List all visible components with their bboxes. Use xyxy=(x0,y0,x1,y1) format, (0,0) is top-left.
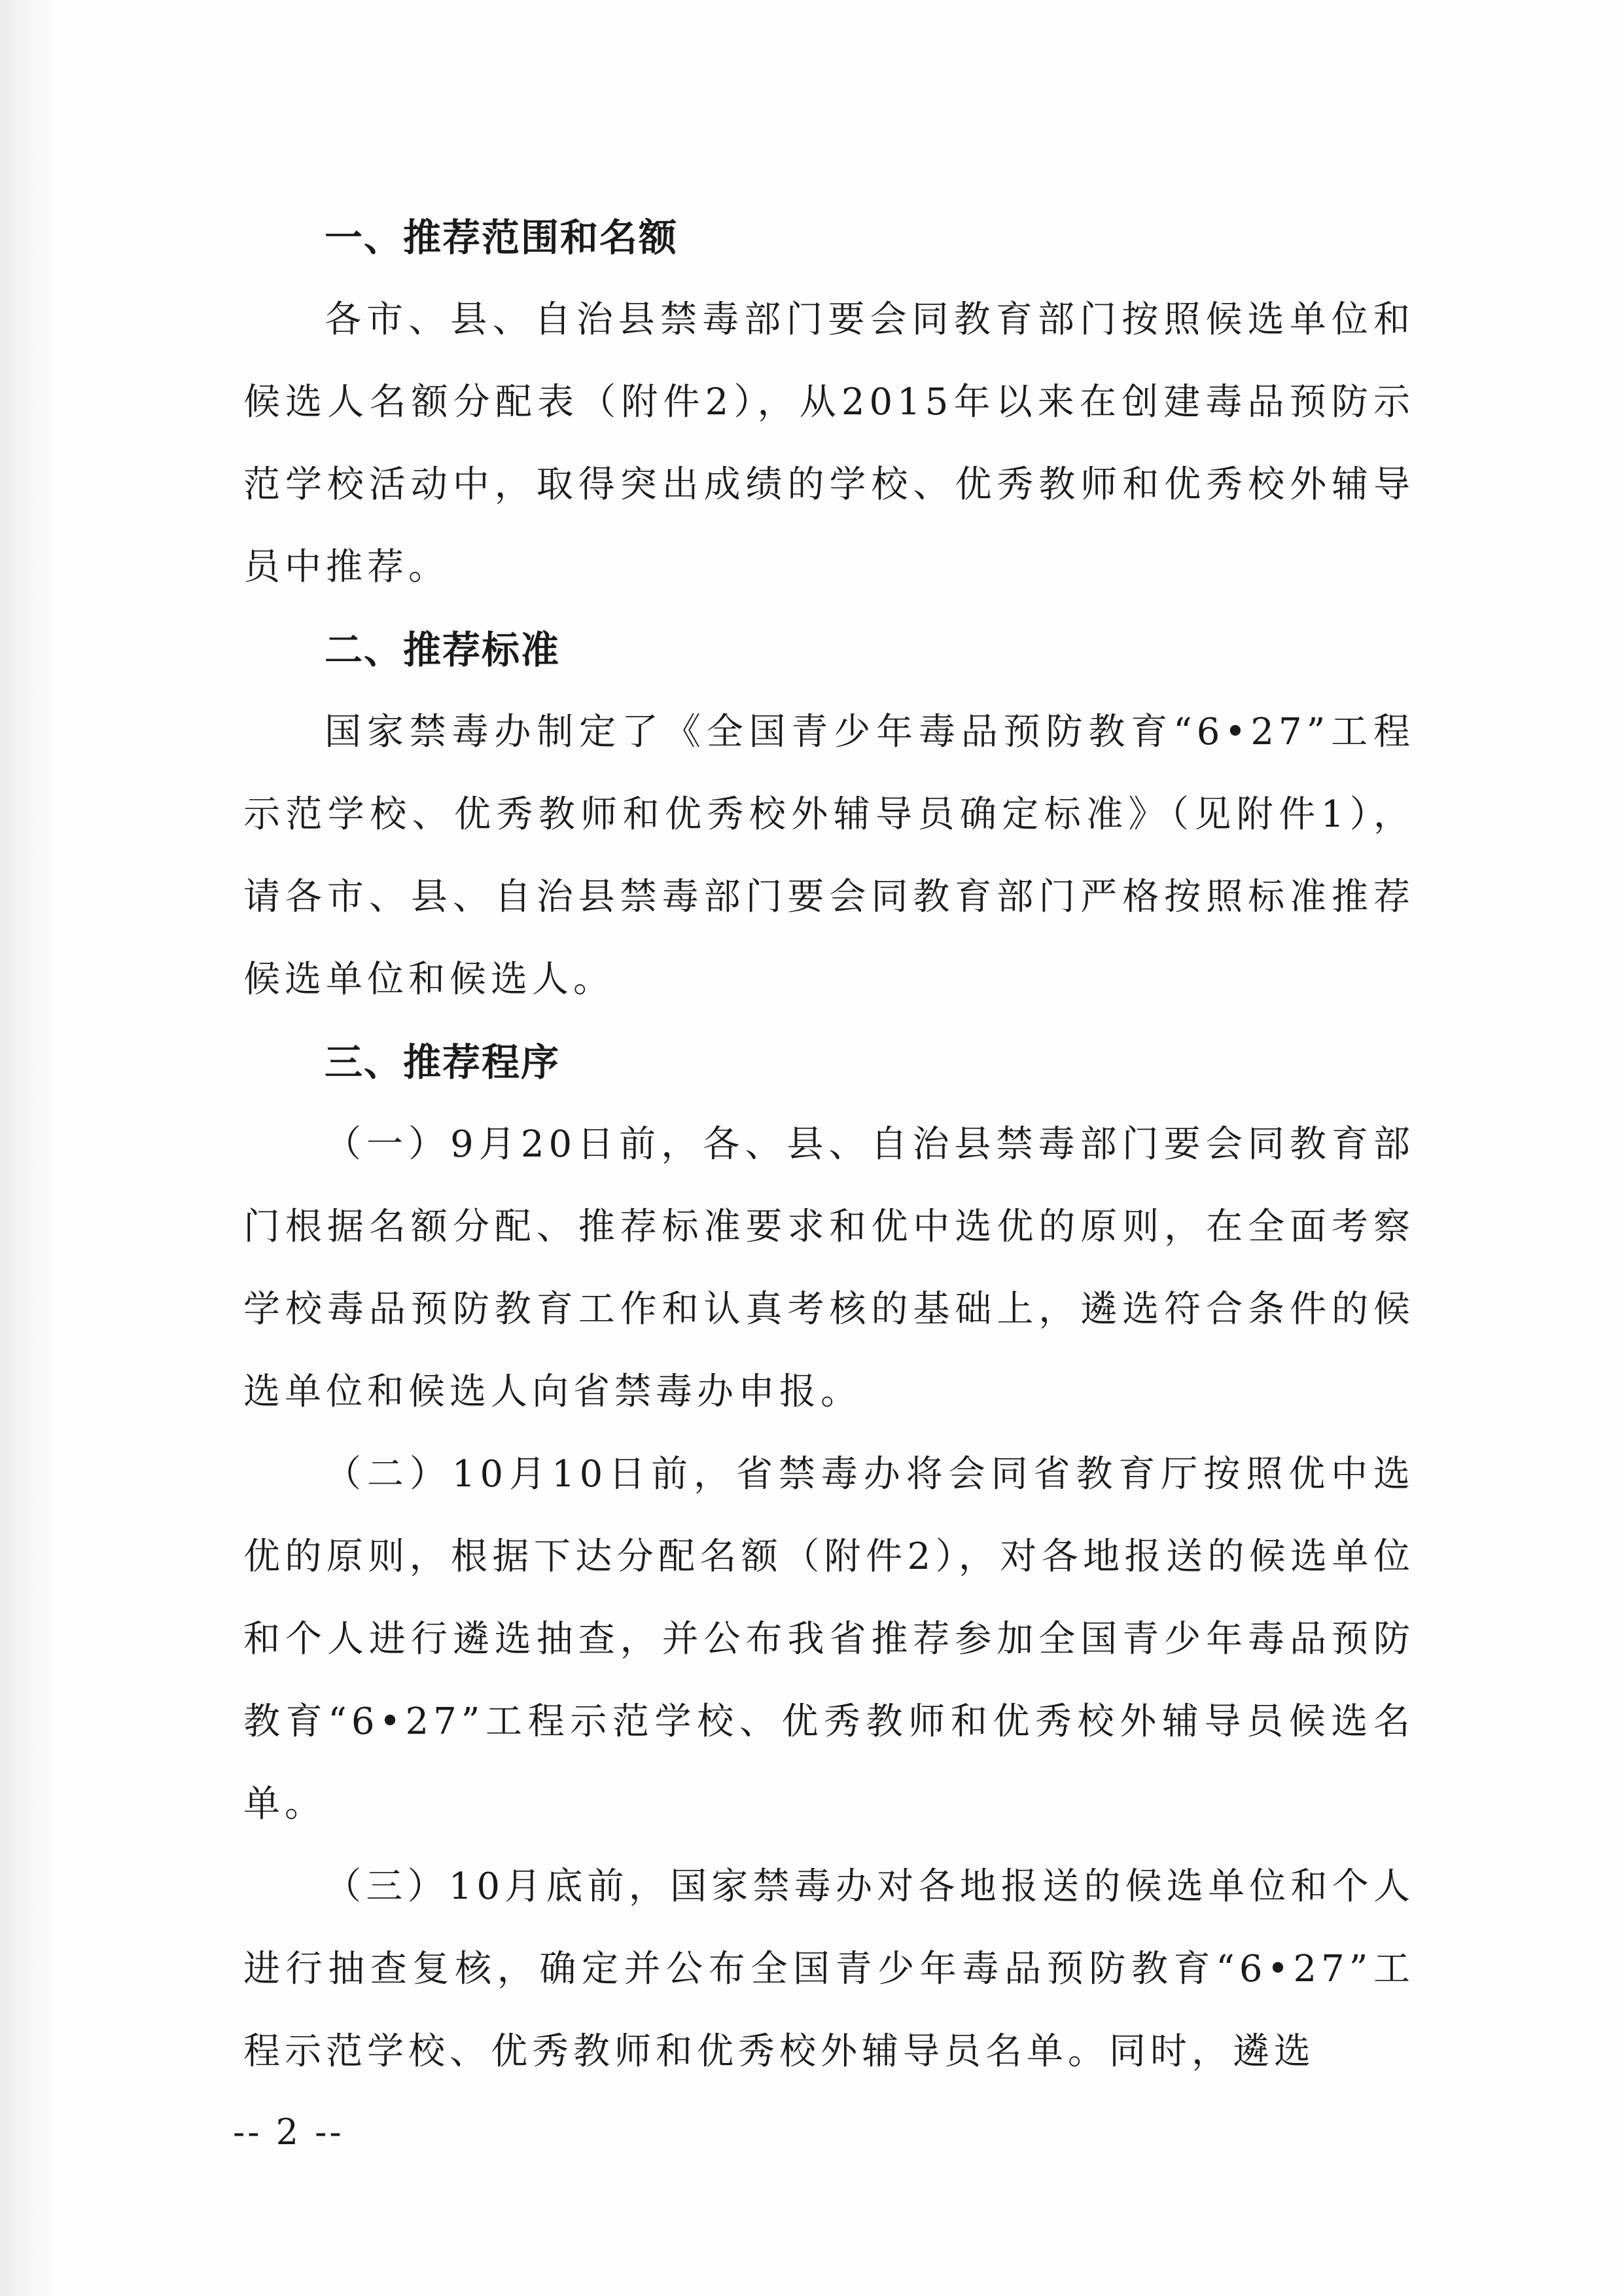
section-heading-standard: 二、推荐标准 xyxy=(325,628,561,672)
page-number: -- 2 -- xyxy=(233,2111,344,2153)
section-heading-scope: 一、推荐范围和名额 xyxy=(325,215,679,260)
paragraph-procedure-step-3: （三）10月底前，国家禁毒办对各地报送的候选单位和个人进行抽查复核，确定并公布全国青少年毒品预防教育“6•27”工程示范学校、优秀教师和优秀校外辅导员名单。同时，遴选 xyxy=(243,1865,1415,2073)
paragraph-standard: 国家禁毒办制定了《全国青少年毒品预防教育“6•27”工程示范学校、优秀教师和优秀校外辅导员确定标准》（见附件1），请各市、县、自治县禁毒部门要会同教育部门严格按照标准推荐候选单位和候选人。 xyxy=(243,711,1415,1001)
paragraph-scope: 各市、县、自治县禁毒部门要会同教育部门按照候选单位和候选人名额分配表（附件2），从2015年以来在创建毒品预防示范学校活动中，取得突出成绩的学校、优秀教师和优秀校外辅导员中推荐。 xyxy=(243,298,1415,588)
paragraph-procedure-step-2: （二）10月10日前，省禁毒办将会同省教育厅按照优中选优的原则，根据下达分配名额（附件2），对各地报送的候选单位和个人进行遴选抽查，并公布我省推荐参加全国青少年毒品预防教育“6•27”工程示范学校、优秀教师和优秀校外辅导员候选名单。 xyxy=(243,1453,1415,1825)
section-heading-procedure: 三、推荐程序 xyxy=(325,1040,561,1085)
paragraph-procedure-step-1: （一）9月20日前，各、县、自治县禁毒部门要会同教育部门根据名额分配、推荐标准要求和优中选优的原则，在全面考察学校毒品预防教育工作和认真考核的基础上，遴选符合条件的候选单位和候选人向省禁毒办申报。 xyxy=(243,1123,1415,1413)
scan-shadow-edge xyxy=(0,0,59,2296)
document-body xyxy=(243,196,1415,2093)
